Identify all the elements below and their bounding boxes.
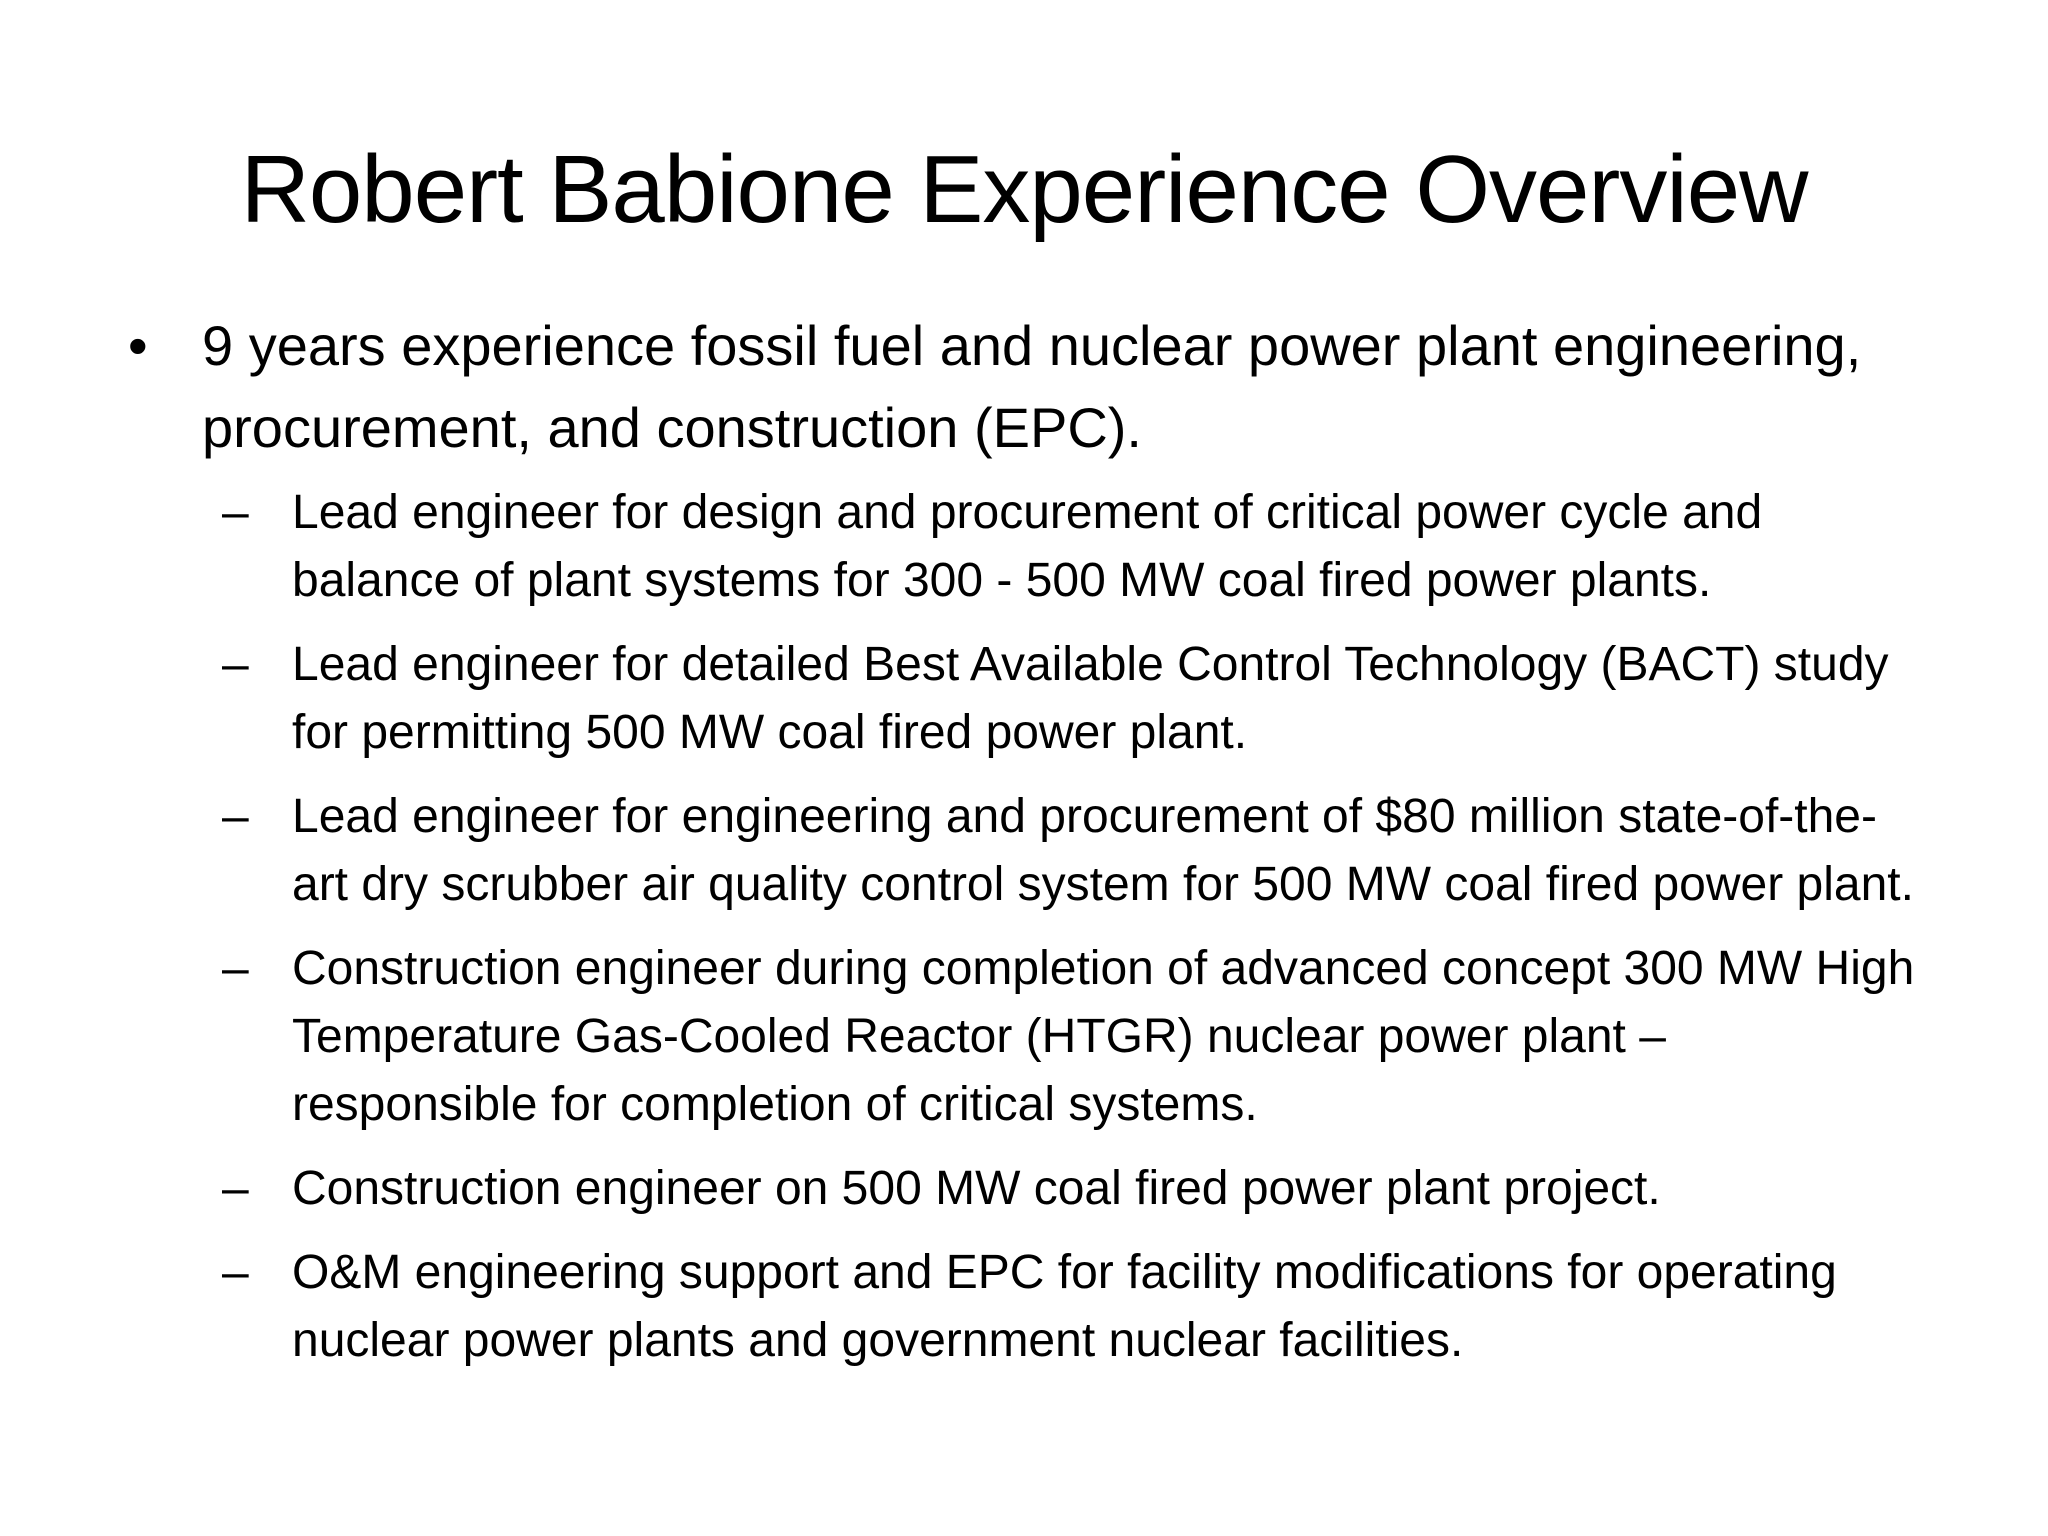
dash-icon: – [222,942,249,995]
slide-content [120,305,1940,1391]
sub-bullet-text: Construction engineer on 500 MW coal fired power plant project. [292,1162,1661,1215]
slide-title: Robert Babione Experience Overview [240,136,1808,243]
sub-bullet-item [120,631,1940,767]
bullet-text: 9 years experience fossil fuel and nuclear power plant engineering, procurement, and construction (EPC). [202,314,1862,459]
sub-bullet-item [120,935,1940,1139]
dash-icon: – [222,638,249,691]
bullet-dot-icon: • [128,314,148,377]
sub-bullet-text: Lead engineer for design and procurement of critical power cycle and balance of plant systems for 300 - 500 MW coal fired power plants. [292,486,1763,607]
sub-bullet-text: Construction engineer during completion of advanced concept 300 MW High Temperature Gas-Cooled Reactor (HTGR) nuclear power plant – responsible for completion of critical systems. [292,942,1915,1131]
sub-bullet-text: O&M engineering support and EPC for facility modifications for operating nuclear power plants and government nuclear facilities. [292,1246,1837,1367]
dash-icon: – [222,1246,249,1299]
sub-bullet-list [120,479,1940,1375]
sub-bullet-text: Lead engineer for engineering and procurement of $80 million state-of-the-art dry scrubber air quality control system for 500 MW coal fired power plant. [292,790,1914,911]
sub-bullet-text: Lead engineer for detailed Best Available Control Technology (BACT) study for permitting 500 MW coal fired power plant. [292,638,1889,759]
dash-icon: – [222,1162,249,1215]
dash-icon: – [222,790,249,843]
sub-bullet-item [120,783,1940,919]
sub-bullet-item [120,1239,1940,1375]
dash-icon: – [222,486,249,539]
sub-bullet-item [120,479,1940,615]
bullet-item [120,305,1940,469]
sub-bullet-item [120,1155,1940,1223]
